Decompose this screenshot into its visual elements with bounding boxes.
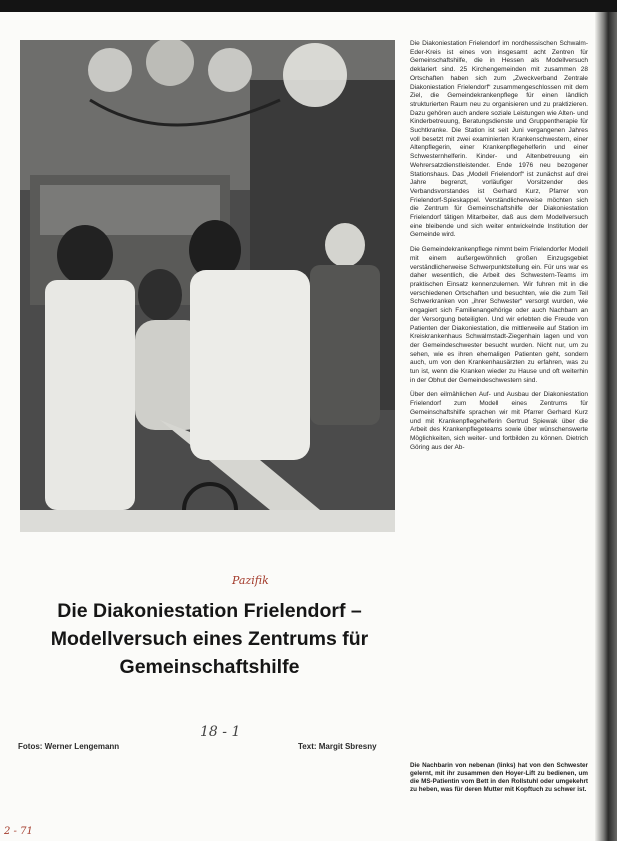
headline-line: Die Diakoniestation Frielendorf –	[57, 600, 362, 622]
handwritten-corner-note: 2 - 71	[4, 826, 33, 837]
headline-line: Gemeinschaftshilfe	[119, 656, 300, 678]
scan-right-edge	[595, 12, 617, 841]
body-paragraph: Die Diakoniestation Frielendorf im nordhessischen Schwalm-Eder-Kreis ist eines von insgesamt acht Zentren für Gemeinschaftshilfe, die in Hessen als Modellversuch deklariert sind. 25 Kirchengemeinden mit zusammen 28 Ortschaften haben sich zum „Zweckverband Zentrale Diakoniestation Frielendorf“ zusammengeschlossen mit dem Ziel, die Gemeindekrankenpflege für einen ländlich strukturierten Raum neu zu organisieren und zu praktizieren. Dazu gehören auch andere soziale Leistungen wie Alten- und Kinderbetreuung, Beratungsdienste und Gruppentherapie für Suchtkranke. Die Station ist seit Juni vergangenen Jahres voll besetzt mit zwei examinierten Krankenschwestern, einer Altenpflegerin, einer Krankenpflegehelferin und einer Schwesternhelferin. Kinder- und Altenbetreuung ein Wehrersatzdienstleistender. Ende 1976 neu bezogener Stationshaus. Das „Modell Frielendorf“ ist zunächst auf drei Jahre begrenzt, vorläufiger Vorsitzender des Verbandsvorstandes ist Gerhard Kurz, Pfarrer von Frielendorf-Spieskappel. Verständlicherweise möchten sich die Zentrum für Gemeinschaftshilfe der Diakoniestation Frielendorf tätigen Mitarbeiter, daß aus dem Modellversuch eine bleibende und sich weiter entwickelnde Institution der Gemeinde wird.	[410, 40, 588, 239]
text-credit: Text: Margit Sbresny	[298, 742, 377, 751]
article-body-column	[410, 40, 588, 760]
body-paragraph: Die Gemeindekrankenpflege nimmt beim Frielendorfer Modell mit einem außergewöhnlich großen Einzugsgebiet verständlicherweise Schwerpunktstellung ein. Für uns war es daher wesentlich, die Arbeit des Schwestern-Teams im praktischen Einsatz kennenzulernen. Wir fuhren mit in die verschiedenen Ortschaften und besuchten, wie die zum Teil Schwerkranken von „ihrer Schwester“ versorgt wurden, wie engagiert sich Familienangehörige oder auch Nachbarn an der Versorgung beteiligten. Und wir erlebten die Freude von Patienten der Diakoniestation, die mittlerweile auf Station im Kreiskrankenhaus Schwalmstadt-Ziegenhain lagen und von der Gemeindeschwester besucht wurden. Nicht nur, um zu sehen, wie es ihren ehemaligen Patienten geht, sondern auch, um von den Krankenhausärzten zu erfahren, was zu tun ist, wenn die Kranken wieder zu Hause und oft weiterhin in der Obhut der Gemeindeschwestern sind.	[410, 246, 588, 384]
photograph-icon	[20, 40, 395, 532]
article-headline	[12, 597, 407, 681]
photo-caption: Die Nachbarin von nebenan (links) hat von den Schwester gelernt, mit ihr zusammen den Hoyer-Lift zu bedienen, um die MS-Patientin vom Bett in den Rollstuhl oder umgekehrt zu heben, was für deren Mutter mit Kopftuch zu schwer ist.	[410, 762, 588, 793]
handwritten-note: Pazifik	[232, 574, 269, 587]
body-paragraph: Über den eilmählichen Auf- und Ausbau der Diakoniestation Frielendorf zum Modell eines Zentrums für Gemeinschaftshilfe sprachen wir mit Pfarrer Gerhard Kurz und mit Krankenpflegehelferin Gertrud Spiewak über die Arbeit des Krankenpflegeteams sowie über wünschenswerte Möglichkeiten, sich weiter- und fortbilden zu können. Dietrich Göring aus der Ab-	[410, 391, 588, 451]
headline-line: Modellversuch eines Zentrums für	[50, 628, 369, 650]
photo-credit: Fotos: Werner Lengemann	[18, 742, 120, 751]
handwritten-page-mark: 18 - 1	[200, 724, 241, 740]
scan-top-border	[0, 0, 617, 12]
article-photo	[20, 40, 395, 532]
